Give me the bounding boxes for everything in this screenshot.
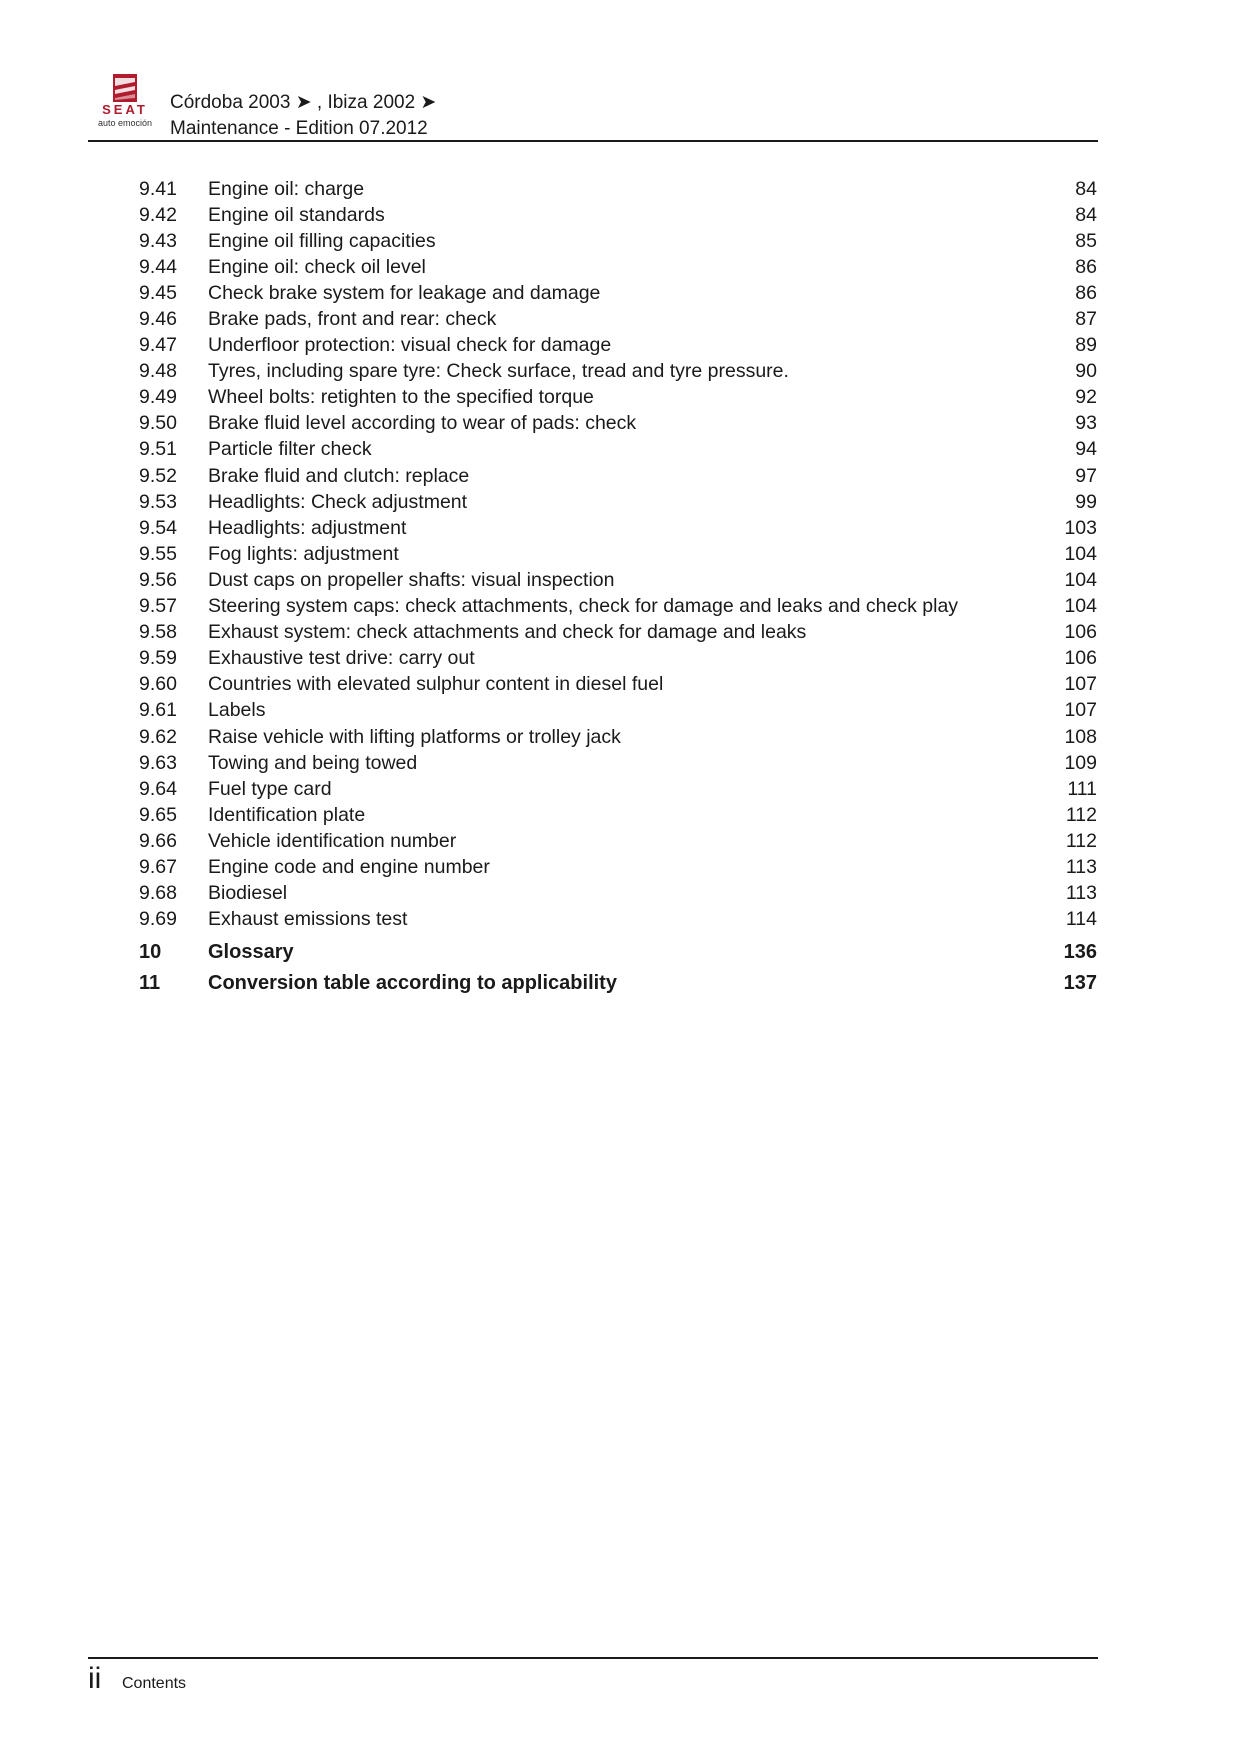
toc-entry-title: Engine oil filling capacities [208,229,436,252]
toc-entry-page: 85 [1075,229,1097,252]
toc-dot-leader [432,256,1053,278]
toc-entry-number: 9.69 [139,908,177,931]
logo-tagline: auto emoción [97,118,153,128]
toc-entry-number: 9.44 [139,255,177,278]
toc-entry-page: 106 [1064,647,1097,670]
toc-entry-row[interactable] [139,385,1097,411]
toc-entry-number: 9.52 [139,464,177,487]
toc-entry-title: Brake fluid and clutch: replace [208,464,470,487]
toc-entry-page: 90 [1075,360,1097,383]
toc-entry-page: 108 [1064,725,1097,748]
toc-dot-leader [964,596,1053,618]
toc-entry-row[interactable] [139,854,1097,880]
toc-dot-leader [627,726,1053,748]
toc-entry-row[interactable] [139,333,1097,359]
logo-brand-text: SEAT [102,102,148,117]
toc-entry-title: Tyres, including spare tyre: Check surface, tread and tyre pressure. [208,360,789,383]
toc-entry-number: 9.62 [139,725,177,748]
toc-entry-number: 9.59 [139,647,177,670]
toc-entry-page: 97 [1075,464,1097,487]
toc-entry-page: 93 [1075,412,1097,435]
toc-dot-leader [642,413,1053,435]
toc-entry-page: 92 [1075,386,1097,409]
toc-entry-page: 103 [1064,516,1097,539]
toc-dot-leader [338,778,1053,800]
toc-entry-title: Labels [208,699,266,722]
toc-dot-leader [423,752,1053,774]
toc-entry-title: Conversion table according to applicability [208,972,617,995]
toc-entry-row[interactable] [139,907,1097,933]
toc-entry-row[interactable] [139,802,1097,828]
toc-entry-number: 9.51 [139,438,177,461]
toc-dot-leader [812,622,1053,644]
toc-entry-row[interactable] [139,411,1097,437]
toc-entry-row[interactable] [139,881,1097,907]
toc-entry-title: Biodiesel [208,882,288,905]
toc-entry-title: Underfloor protection: visual check for damage [208,334,612,357]
toc-dot-leader [405,543,1053,565]
toc-entry-number: 9.56 [139,568,177,591]
toc-entry-title: Engine oil: check oil level [208,255,426,278]
toc-entry-page: 137 [1063,972,1097,995]
toc-entry-page: 106 [1064,621,1097,644]
toc-entry-row[interactable] [139,567,1097,593]
toc-entry-row[interactable] [139,228,1097,254]
toc-entry-title: Exhaust system: check attachments and check for damage and leaks [208,621,807,644]
toc-entry-number: 11 [139,972,161,995]
toc-entry-number: 9.53 [139,490,177,513]
toc-entry-row[interactable] [139,672,1097,698]
toc-entry-page: 86 [1075,281,1097,304]
toc-dot-leader [370,178,1053,200]
toc-entry-row[interactable] [139,463,1097,489]
toc-dot-leader [462,830,1053,852]
toc-entry-page: 114 [1065,908,1097,931]
toc-entry-row[interactable] [139,437,1097,463]
toc-entry-number: 9.41 [139,177,177,200]
toc-dot-leader [293,883,1053,905]
toc-entry-page: 109 [1064,751,1097,774]
toc-entry-number: 9.50 [139,412,177,435]
toc-entry-title: Engine oil standards [208,203,385,226]
toc-entry-number: 9.45 [139,281,177,304]
toc-entry-title: Glossary [208,940,294,963]
document-title: Córdoba 2003 ➤ , Ibiza 2002 ➤ [170,92,437,113]
toc-dot-leader [378,439,1053,461]
toc-entry-title: Fuel type card [208,777,332,800]
toc-dot-leader [271,700,1053,722]
toc-entry-number: 9.46 [139,308,177,331]
toc-entry-number: 9.67 [139,855,177,878]
toc-dot-leader [620,569,1053,591]
seat-logo [88,72,162,130]
toc-entry-number: 9.49 [139,386,177,409]
toc-entry-row[interactable] [139,489,1097,515]
toc-entry-page: 89 [1075,334,1097,357]
toc-entry-number: 9.43 [139,229,177,252]
toc-entry-title: Countries with elevated sulphur content in diesel fuel [208,673,664,696]
toc-entry-page: 84 [1075,203,1097,226]
toc-entry-row[interactable] [139,306,1097,332]
page-header [88,72,1098,142]
toc-entry-title: Brake pads, front and rear: check [208,308,497,331]
toc-entry-number: 9.61 [139,699,177,722]
toc-dot-leader [412,517,1053,539]
toc-entry-page: 104 [1064,568,1097,591]
toc-entry-number: 9.66 [139,829,177,852]
toc-entry-row[interactable] [139,280,1097,306]
toc-entry-row[interactable] [139,646,1097,672]
toc-chapter-row[interactable] [139,937,1097,969]
toc-entry-row[interactable] [139,750,1097,776]
toc-entry-page: 87 [1075,308,1097,331]
toc-dot-leader [300,941,1053,963]
toc-dot-leader [442,230,1053,252]
toc-dot-leader [617,335,1053,357]
footer-page-number: ii [88,1662,102,1695]
toc-entry-title: Wheel bolts: retighten to the specified torque [208,386,594,409]
toc-entry-page: 99 [1075,490,1097,513]
toc-entry-row[interactable] [139,828,1097,854]
document-subtitle: Maintenance - Edition 07.2012 [170,118,428,139]
toc-entry-row[interactable] [139,698,1097,724]
toc-entry-page: 112 [1065,829,1097,852]
toc-entry-number: 9.54 [139,516,177,539]
toc-entry-row[interactable] [139,202,1097,228]
footer-section-label: Contents [122,1675,187,1692]
toc-dot-leader [795,361,1053,383]
toc-dot-leader [481,648,1053,670]
toc-entry-number: 9.55 [139,542,177,565]
toc-dot-leader [669,674,1053,696]
toc-entry-page: 86 [1075,255,1097,278]
toc-entry-number: 9.42 [139,203,177,226]
toc-entry-title: Raise vehicle with lifting platforms or trolley jack [208,725,621,748]
toc-dot-leader [473,491,1053,513]
toc-entry-title: Headlights: adjustment [208,516,407,539]
toc-entry-page: 104 [1064,542,1097,565]
toc-dot-leader [623,973,1053,995]
toc-entry-title: Headlights: Check adjustment [208,490,468,513]
toc-dot-leader [600,387,1053,409]
toc-entry-number: 9.47 [139,334,177,357]
toc-entry-page: 104 [1064,595,1097,618]
table-of-contents [139,176,1097,1000]
toc-entry-title: Engine code and engine number [208,855,490,878]
toc-entry-title: Brake fluid level according to wear of pads: check [208,412,637,435]
toc-entry-title: Engine oil: charge [208,177,365,200]
toc-entry-page: 94 [1075,438,1097,461]
toc-entry-number: 9.63 [139,751,177,774]
toc-entry-title: Exhaustive test drive: carry out [208,647,475,670]
header-text [170,90,436,142]
toc-entry-row[interactable] [139,515,1097,541]
toc-dot-leader [606,282,1053,304]
toc-entry-number: 9.65 [139,803,177,826]
toc-entry-title: Identification plate [208,803,366,826]
toc-entry-row[interactable] [139,254,1097,280]
toc-entry-row[interactable] [139,176,1097,202]
toc-entry-number: 10 [139,940,162,963]
toc-dot-leader [475,465,1053,487]
toc-entry-title: Towing and being towed [208,751,418,774]
toc-entry-title: Check brake system for leakage and damage [208,281,601,304]
toc-entry-number: 9.48 [139,360,177,383]
toc-entry-row[interactable] [139,724,1097,750]
toc-dot-leader [371,804,1053,826]
toc-entry-number: 9.58 [139,621,177,644]
toc-entry-row[interactable] [139,541,1097,567]
toc-entry-number: 9.57 [139,595,177,618]
toc-entry-row[interactable] [139,594,1097,620]
toc-entry-page: 112 [1065,803,1097,826]
toc-entry-page: 107 [1064,673,1097,696]
toc-entry-number: 9.60 [139,673,177,696]
toc-entry-row[interactable] [139,620,1097,646]
toc-entry-title: Steering system caps: check attachments, check for damage and leaks and check play [208,595,959,618]
toc-entry-number: 9.64 [139,777,177,800]
header-divider [88,140,1098,142]
toc-entry-row[interactable] [139,359,1097,385]
toc-entry-title: Dust caps on propeller shafts: visual inspection [208,568,615,591]
toc-entry-title: Fog lights: adjustment [208,542,399,565]
toc-entry-page: 111 [1067,777,1097,800]
toc-entry-title: Vehicle identification number [208,829,457,852]
toc-dot-leader [391,204,1053,226]
toc-dot-leader [413,909,1053,931]
toc-entry-page: 84 [1075,177,1097,200]
toc-chapter-row[interactable] [139,968,1097,1000]
toc-entry-page: 107 [1064,699,1097,722]
seat-emblem-icon [88,72,162,106]
toc-dot-leader [502,309,1053,331]
toc-entry-page: 136 [1063,940,1097,963]
toc-entry-page: 113 [1065,882,1097,905]
toc-entry-number: 9.68 [139,882,177,905]
toc-entry-row[interactable] [139,776,1097,802]
toc-entry-title: Exhaust emissions test [208,908,408,931]
toc-entry-page: 113 [1065,855,1097,878]
footer-divider [88,1657,1098,1659]
toc-entry-title: Particle filter check [208,438,372,461]
toc-dot-leader [496,856,1053,878]
